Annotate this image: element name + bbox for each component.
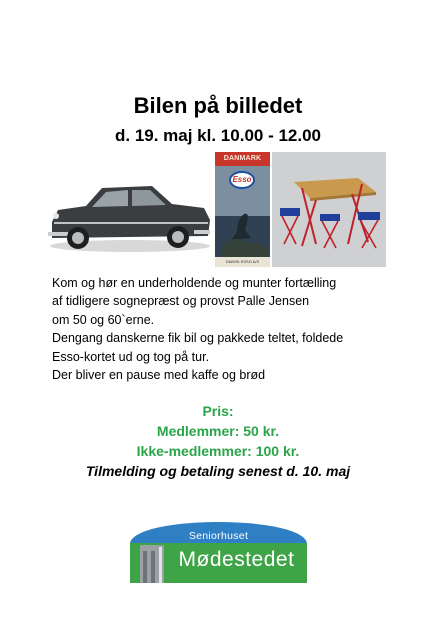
seniorhuset-logo [126, 503, 311, 587]
logo-graphic [126, 503, 311, 587]
car-photo [44, 152, 212, 267]
camping-table-photo [272, 152, 386, 267]
price-non-members: Ikke-medlemmer: 100 kr. [136, 443, 300, 459]
price-heading: Pris: [202, 403, 234, 419]
flyer-description [52, 274, 392, 384]
map-footer-text: DANSK ESSO A/S [215, 257, 270, 267]
logo-title: Mødestedet [178, 548, 295, 571]
description-line: Dengang danskerne fik bil og pakkede teltet, foldede [52, 331, 344, 346]
flyer-title: Bilen på billedet [133, 93, 303, 118]
description-line: Kom og hør en underholdende og munter fortælling [52, 276, 337, 290]
map-header-text: DANMARK [215, 152, 270, 166]
esso-map-cover [215, 152, 270, 267]
photo-strip [44, 152, 386, 267]
description-line: Esso-kortet ud og tog på tur. [52, 349, 210, 364]
description-line: om 50 og 60`erne. [52, 312, 155, 327]
description-line: Der bliver en pause med kaffe og brød [52, 368, 266, 383]
camping-table-illustration [272, 152, 386, 267]
car-illustration [44, 152, 212, 267]
esso-logo-text: Esso [232, 175, 252, 184]
registration-deadline: Tilmelding og betaling senest d. 10. maj [85, 463, 351, 479]
logo-subtitle: Seniorhuset [188, 530, 249, 542]
description-line: af tidligere sognepræst og provst Palle Jensen [52, 294, 310, 309]
price-members: Medlemmer: 50 kr. [156, 423, 280, 439]
flyer-date-time: d. 19. maj kl. 10.00 - 12.00 [114, 126, 322, 145]
map-artwork [215, 152, 270, 267]
